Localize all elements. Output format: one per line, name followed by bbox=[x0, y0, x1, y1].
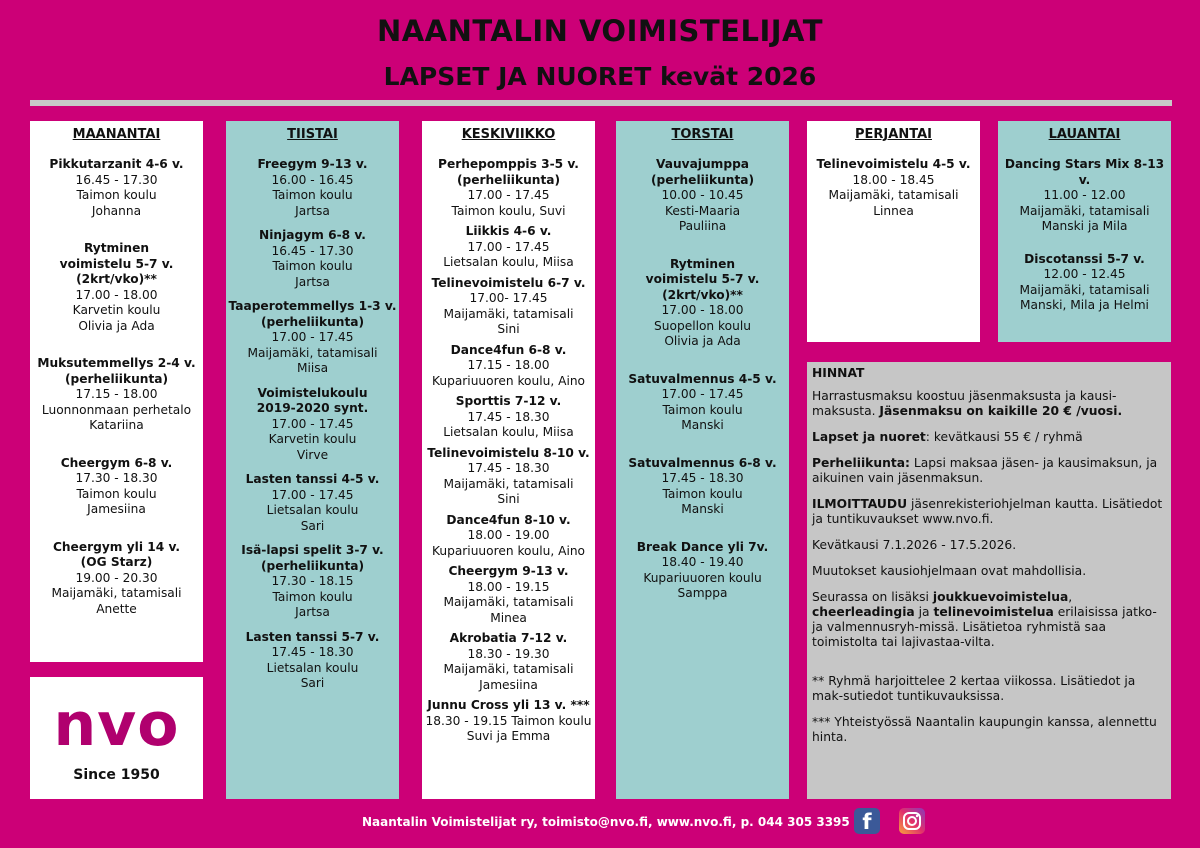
class-detail: 17.00 - 17.45 bbox=[661, 387, 744, 401]
class-entry bbox=[30, 241, 203, 334]
footnote-1: ** Ryhmä harjoittelee 2 kertaa viikossa. Lisätiedot ja mak-sutiedot tuntikuvauksissa. bbox=[812, 674, 1136, 703]
class-detail: Sini bbox=[497, 322, 520, 336]
class-detail: Miisa bbox=[296, 361, 329, 375]
class-detail: 17.00 - 17.45 bbox=[467, 188, 550, 202]
class-detail: Lietsalan koulu bbox=[266, 503, 359, 517]
class-name: Lasten tanssi 4-5 v. bbox=[245, 472, 380, 486]
class-detail: Maijamäki, tatamisali bbox=[443, 595, 574, 609]
text-bold: Lapset ja nuoret bbox=[812, 430, 926, 444]
class-detail: 17.30 - 18.30 bbox=[75, 471, 158, 485]
class-detail: Pauliina bbox=[678, 219, 727, 233]
class-entry bbox=[422, 564, 595, 626]
class-entry bbox=[226, 386, 399, 464]
class-detail: 18.40 - 19.40 bbox=[661, 555, 744, 569]
class-detail: Maijamäki, tatamisali bbox=[828, 188, 959, 202]
text-bold: joukkuevoimistelua bbox=[932, 590, 1069, 604]
text-bold: telinevoimistelua bbox=[933, 605, 1054, 619]
class-detail: Maijamäki, tatamisali bbox=[443, 662, 574, 676]
class-entry bbox=[30, 356, 203, 434]
class-detail: Katariina bbox=[89, 418, 144, 432]
class-detail: Suopellon koulu bbox=[654, 318, 751, 333]
class-name: Satuvalmennus 4-5 v. bbox=[628, 371, 777, 386]
class-entry bbox=[422, 394, 595, 441]
class-detail: Taimon koulu bbox=[272, 259, 353, 273]
class-name: Rytminen bbox=[669, 256, 736, 271]
class-entry bbox=[422, 343, 595, 390]
class-detail: 17.00 - 17.45 bbox=[271, 487, 354, 502]
prices-panel bbox=[807, 362, 1171, 799]
class-detail: Jartsa bbox=[295, 605, 330, 619]
class-detail: Manski ja Mila bbox=[1041, 219, 1128, 233]
class-detail: 19.00 - 20.30 bbox=[75, 570, 158, 585]
class-detail: 17.15 - 18.00 bbox=[75, 387, 158, 401]
prices-paragraph bbox=[812, 456, 1165, 486]
text: ja bbox=[914, 605, 934, 619]
class-name: (OG Starz) bbox=[80, 555, 153, 569]
class-detail: Minea bbox=[490, 610, 527, 625]
nvo-logo-box bbox=[30, 677, 203, 799]
class-name: Lasten tanssi 5-7 v. bbox=[245, 629, 380, 644]
class-detail: Taimon koulu bbox=[76, 188, 157, 202]
class-detail: Maijamäki, tatamisali bbox=[247, 345, 378, 360]
class-entry bbox=[226, 157, 399, 219]
prices-paragraph bbox=[812, 389, 1165, 419]
day-column-monday bbox=[30, 121, 203, 662]
class-detail: Kupariuuoren koulu, Aino bbox=[431, 543, 586, 558]
prices-paragraph: Kevätkausi 7.1.2026 - 17.5.2026. bbox=[812, 538, 1017, 552]
class-entry bbox=[30, 456, 203, 518]
class-detail: Lietsalan koulu bbox=[266, 660, 359, 675]
text-bold: Jäsenmaksu on kaikille 20 € /vuosi. bbox=[879, 404, 1123, 418]
prices-paragraph bbox=[812, 430, 1165, 445]
class-detail: 18.30 - 19.15 Taimon koulu bbox=[425, 713, 592, 728]
class-detail: Taimon koulu, Suvi bbox=[451, 203, 566, 218]
class-detail: 17.00 - 18.00 bbox=[661, 303, 744, 317]
class-entry bbox=[30, 540, 203, 618]
instagram-icon[interactable] bbox=[899, 808, 925, 834]
day-heading: TORSTAI bbox=[671, 127, 734, 142]
text: Seurassa on lisäksi bbox=[812, 590, 933, 604]
class-entry bbox=[226, 472, 399, 534]
class-detail: Jartsa bbox=[295, 274, 330, 289]
class-detail: 12.00 - 12.45 bbox=[1043, 267, 1126, 281]
class-detail: 17.00 - 17.45 bbox=[467, 239, 550, 254]
class-entry bbox=[422, 276, 595, 338]
class-detail: Taimon koulu bbox=[76, 486, 157, 501]
footnote-2: *** Yhteistyössä Naantalin kaupungin kanssa, alennettu hinta. bbox=[812, 715, 1157, 744]
class-detail: Olivia ja Ada bbox=[78, 318, 155, 333]
class-name: Muksutemmellys 2-4 v. bbox=[37, 356, 196, 370]
prices-paragraph: Muutokset kausiohjelmaan ovat mahdollisia. bbox=[812, 564, 1087, 578]
class-detail: 17.45 - 18.30 bbox=[661, 471, 744, 485]
day-heading: LAUANTAI bbox=[1048, 127, 1121, 142]
class-name: Satuvalmennus 6-8 v. bbox=[628, 455, 777, 470]
text-bold: cheerleadingia bbox=[812, 605, 915, 619]
class-detail: Lietsalan koulu, Miisa bbox=[443, 255, 574, 269]
class-name: Pikkutarzanit 4-6 v. bbox=[49, 157, 184, 171]
class-entry bbox=[616, 157, 789, 235]
text-bold: ILMOITTAUDU bbox=[812, 497, 908, 511]
class-detail: 18.30 - 19.30 bbox=[467, 646, 550, 661]
class-detail: Karvetin koulu bbox=[72, 303, 161, 317]
class-entry bbox=[422, 631, 595, 693]
text: Harrastusmaksu koostuu jäsenmaksusta ja kausi-maksusta. bbox=[812, 389, 1117, 418]
class-detail: Luonnonmaan perhetalo bbox=[41, 402, 192, 417]
class-detail: Kupariuuoren koulu, Aino bbox=[431, 373, 586, 388]
class-name: Cheergym 9-13 v. bbox=[448, 564, 569, 578]
class-name: voimistelu 5-7 v. bbox=[645, 272, 760, 286]
prices-heading: HINNAT bbox=[812, 366, 865, 380]
class-name: Dance4fun 8-10 v. bbox=[446, 512, 571, 527]
class-detail: Johanna bbox=[91, 203, 142, 218]
since-text: Since 1950 bbox=[73, 767, 160, 783]
class-entry bbox=[226, 630, 399, 692]
day-column-tuesday bbox=[226, 121, 399, 799]
class-entry bbox=[422, 446, 595, 508]
class-detail: Jamesiina bbox=[87, 502, 146, 516]
class-detail: Taimon koulu bbox=[662, 402, 743, 417]
class-detail: Karvetin koulu bbox=[268, 432, 357, 446]
class-detail: Maijamäki, tatamisali bbox=[443, 306, 574, 321]
class-name: Voimistelukoulu bbox=[257, 385, 368, 400]
class-name: Perhepomppis 3-5 v. bbox=[438, 157, 579, 171]
class-detail: 17.30 - 18.15 bbox=[271, 574, 354, 588]
class-name: 2019-2020 synt. bbox=[256, 401, 369, 415]
class-name: (perheliikunta) bbox=[64, 371, 169, 386]
class-name: Discotanssi 5-7 v. bbox=[1024, 251, 1145, 266]
class-detail: 11.00 - 12.00 bbox=[1043, 188, 1126, 202]
class-detail: 16.00 - 16.45 bbox=[271, 172, 354, 187]
class-entry bbox=[422, 157, 595, 219]
class-detail: Jamesiina bbox=[479, 677, 538, 692]
class-name: Rytminen bbox=[83, 241, 150, 255]
class-name: Telinevoimistelu 6-7 v. bbox=[431, 275, 586, 290]
class-entry bbox=[422, 224, 595, 271]
class-name: Cheergym 6-8 v. bbox=[60, 455, 173, 470]
class-entry bbox=[616, 372, 789, 434]
day-heading: PERJANTAI bbox=[855, 127, 932, 142]
class-detail: Maijamäki, tatamisali bbox=[1019, 203, 1150, 218]
class-entry bbox=[616, 257, 789, 350]
class-name: Freegym 9-13 v. bbox=[257, 157, 368, 171]
class-detail: 16.45 - 17.30 bbox=[75, 172, 158, 187]
class-name: Vauvajumppa bbox=[655, 157, 750, 171]
class-entry bbox=[422, 513, 595, 560]
class-entry bbox=[807, 157, 980, 219]
text: jäsenrekisteriohjelman kautta. Lisätiedot ja tuntikuvaukset www.nvo.fi. bbox=[812, 497, 1163, 526]
class-detail: Sari bbox=[300, 676, 325, 690]
class-detail: 18.00 - 19.15 bbox=[467, 579, 550, 594]
class-name: Liikkis 4-6 v. bbox=[465, 224, 552, 238]
page-title: NAANTALIN VOIMISTELIJAT bbox=[376, 14, 824, 48]
class-name: (2krt/vko)** bbox=[76, 272, 157, 286]
class-name: Telinevoimistelu 8-10 v. bbox=[427, 445, 590, 460]
class-detail: Kesti-Maaria bbox=[664, 203, 741, 218]
day-column-friday bbox=[807, 121, 980, 342]
class-name: (perheliikunta) bbox=[260, 558, 365, 573]
class-entry bbox=[30, 157, 203, 219]
day-column-thursday bbox=[616, 121, 789, 799]
class-entry bbox=[998, 252, 1171, 314]
class-detail: Manski bbox=[681, 418, 724, 432]
class-detail: 17.15 - 18.00 bbox=[467, 358, 550, 372]
class-detail: 17.00 - 17.45 bbox=[271, 330, 354, 344]
class-name: Telinevoimistelu 4-5 v. bbox=[816, 157, 971, 171]
class-name: Break Dance yli 7v. bbox=[636, 539, 769, 554]
class-detail: Maijamäki, tatamisali bbox=[51, 586, 182, 600]
class-name: (perheliikunta) bbox=[260, 314, 365, 329]
prices-paragraph bbox=[812, 590, 1165, 650]
class-name: (2krt/vko)** bbox=[662, 287, 743, 302]
class-entry bbox=[616, 540, 789, 602]
class-name: Ninjagym 6-8 v. bbox=[259, 228, 366, 242]
class-name: Dance4fun 6-8 v. bbox=[450, 342, 567, 357]
divider bbox=[30, 100, 1172, 106]
page-subtitle: LAPSET JA NUORET kevät 2026 bbox=[383, 62, 817, 91]
class-name: voimistelu 5-7 v. bbox=[59, 256, 174, 271]
day-heading: TIISTAI bbox=[287, 127, 338, 142]
class-name: (perheliikunta) bbox=[456, 172, 561, 187]
class-detail: 18.00 - 19.00 bbox=[467, 528, 550, 542]
day-heading: MAANANTAI bbox=[72, 127, 161, 142]
text: , bbox=[1068, 590, 1073, 604]
class-detail: Manski bbox=[681, 502, 724, 516]
class-detail: Olivia ja Ada bbox=[664, 334, 741, 348]
class-name: Akrobatia 7-12 v. bbox=[449, 631, 568, 645]
class-name: Dancing Stars Mix 8-13 v. bbox=[1004, 157, 1165, 187]
class-entry bbox=[226, 543, 399, 621]
facebook-icon[interactable]: f bbox=[854, 808, 880, 834]
text: erilaisissa jatko- ja valmennusryh-missä. Lisätietoa ryhmistä saa toimistolta tai lajivastaa-vilta. bbox=[812, 605, 1157, 649]
class-detail: 16.45 - 17.30 bbox=[271, 243, 354, 258]
text-bold: Perheliikunta: bbox=[812, 456, 910, 470]
class-name: Sporttis 7-12 v. bbox=[455, 394, 562, 408]
class-detail: Taimon koulu bbox=[272, 188, 353, 202]
class-detail: Sari bbox=[300, 518, 325, 533]
class-detail: Sini bbox=[497, 492, 520, 506]
prices-paragraph bbox=[812, 497, 1165, 527]
class-detail: Anette bbox=[96, 601, 137, 616]
class-detail: Manski, Mila ja Helmi bbox=[1020, 298, 1149, 312]
class-detail: 10.00 - 10.45 bbox=[661, 188, 744, 202]
nvo-logo: nvo bbox=[53, 690, 180, 760]
day-column-wednesday bbox=[422, 121, 595, 799]
footer-contact: Naantalin Voimistelijat ry, toimisto@nvo.fi, www.nvo.fi, p. 044 305 3395 bbox=[362, 815, 850, 829]
class-name: Junnu Cross yli 13 v. *** bbox=[427, 698, 590, 712]
class-detail: 17.45 - 18.30 bbox=[271, 645, 354, 659]
class-detail: Taimon koulu bbox=[272, 589, 353, 604]
class-detail: 17.00 - 17.45 bbox=[271, 416, 354, 431]
class-name: Cheergym yli 14 v. bbox=[52, 539, 181, 554]
day-heading: KESKIVIIKKO bbox=[461, 127, 556, 142]
class-detail: Suvi ja Emma bbox=[466, 729, 551, 743]
class-detail: Jartsa bbox=[295, 203, 330, 218]
class-entry bbox=[998, 157, 1171, 235]
class-entry bbox=[422, 698, 595, 745]
class-detail: 17.00- 17.45 bbox=[469, 291, 548, 305]
class-detail: Linnea bbox=[873, 203, 914, 218]
class-name: (perheliikunta) bbox=[650, 172, 755, 187]
class-name: Isä-lapsi spelit 3-7 v. bbox=[241, 543, 384, 557]
class-entry bbox=[616, 456, 789, 518]
class-entry bbox=[226, 228, 399, 290]
text: : kevätkausi 55 € / ryhmä bbox=[925, 430, 1083, 444]
class-detail: Kupariuuoren koulu bbox=[643, 570, 762, 585]
class-detail: 17.00 - 18.00 bbox=[75, 287, 158, 302]
class-entry bbox=[226, 299, 399, 377]
day-column-saturday bbox=[998, 121, 1171, 342]
class-detail: Samppa bbox=[677, 586, 728, 600]
class-detail: Taimon koulu bbox=[662, 486, 743, 501]
text: Lapsi maksaa jäsen- ja kausimaksun, ja aikuinen vain jäsenmaksun. bbox=[812, 456, 1158, 485]
class-detail: 17.45 - 18.30 bbox=[467, 409, 550, 424]
class-detail: 18.00 - 18.45 bbox=[852, 172, 935, 187]
class-detail: Virve bbox=[296, 447, 329, 462]
class-detail: Maijamäki, tatamisali bbox=[1019, 282, 1150, 297]
class-detail: 17.45 - 18.30 bbox=[467, 461, 550, 475]
class-detail: Lietsalan koulu, Miisa bbox=[443, 425, 574, 439]
class-name: Taaperotemmellys 1-3 v. bbox=[228, 299, 397, 313]
class-detail: Maijamäki, tatamisali bbox=[443, 476, 574, 491]
